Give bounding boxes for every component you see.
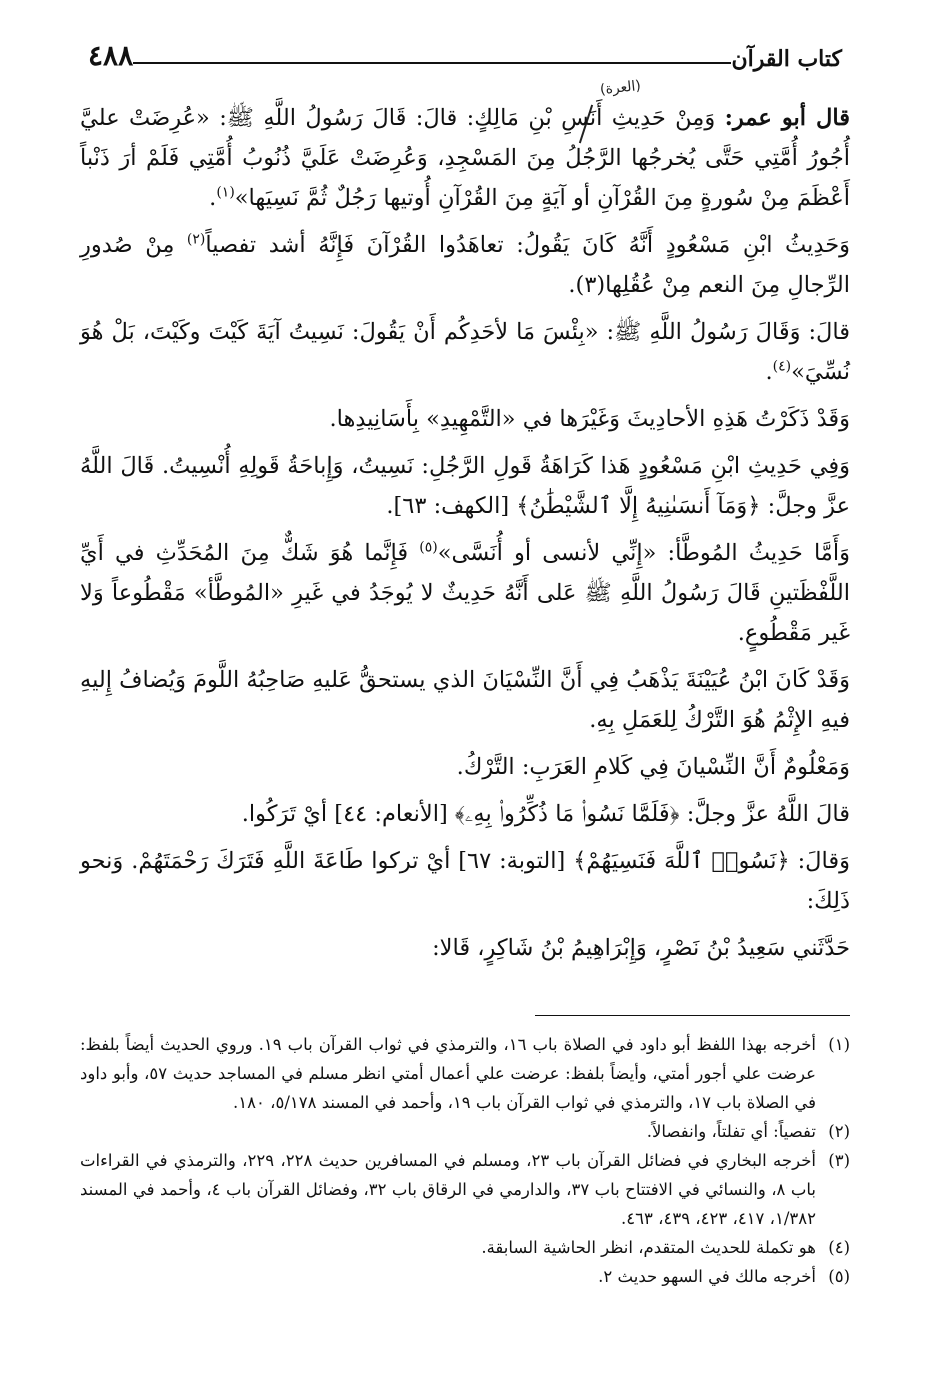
running-title: كتاب القرآن	[731, 46, 842, 72]
paragraph-lead: قال أبو عمر:	[724, 105, 851, 131]
header-rule	[133, 62, 731, 64]
paragraph-text: وَمِنْ حَدِيثِ أَنَسِ بْنِ مَالِكٍ: قالَ: قَالَ رَسُولُ اللَّهِ ﷺ: «عُرِضَتْ عليَّ أُجُورُ أُمَّتِي حَتَّى يُخرجُها الرَّجُلُ مِنَ المَسْجِدِ، وَعُرِضَتْ عَلَيَّ ذُنُوبُ أُمَّتِي فَلَمْ أرَ ذَنْباً أَعْظَمَ مِنْ سُورةٍ مِنَ القُرْآنِ أو آيَةٍ مِنَ القُرْآنِ أُوتيها رَجُلٌ ثُمَّ نَسِيَها»	[80, 105, 850, 211]
paragraph	[80, 399, 850, 439]
footnote-number: (٢)	[828, 1122, 850, 1141]
handwritten-margin-note: (العرة)	[599, 77, 642, 99]
footnote	[80, 1117, 850, 1146]
paragraph-text: قالَ اللَّهُ عزَّ وجلَّ: ﴿فَلَمَّا نَسُوا۟ مَا ذُكِّرُوا۟ بِهِۦ﴾ [الأنعام: ٤٤] أيْ تَرَكُوا.	[241, 801, 850, 827]
paragraph-end: مِنْ صُدورِ الرِّجالِ مِنَ النعم مِنْ عُقُلِها(٣).	[80, 232, 850, 298]
paragraph-end: .	[765, 359, 773, 385]
paragraph	[80, 98, 850, 218]
paragraph	[80, 794, 850, 834]
paragraph-text: وَقالَ: ﴿نَسُوا۟ ٱللَّهَ فَنَسِيَهُمْ﴾ [التوبة: ٦٧] أيْ تركوا طَاعَةَ اللَّهِ فَتَرَكَ رَحْمَتَهُمْ. وَنحو ذَلِكَ:	[80, 848, 850, 914]
footnote-number: (١)	[828, 1035, 850, 1054]
paragraph	[80, 446, 850, 526]
page-number: ٤٨٨	[88, 39, 134, 72]
footnote-text: أخرجه البخاري في فضائل القرآن باب ٢٣، ومسلم في المسافرين حديث ٢٢٨، ٢٢٩، والترمذي في القراءات باب ٨، والنسائي في الافتتاح باب ٣٧، والدارمي في الرقاق باب ٣٢، وفضائل القرآن باب ٤، وأحمد في المسند ١/٣٨٢، ٤١٧، ٤٢٣، ٤٣٩، ٤٦٣.	[80, 1151, 816, 1228]
page-header	[78, 28, 852, 70]
footnote-text: أخرجه مالك في السهو حديث ٢.	[598, 1267, 816, 1286]
paragraph-text: وَحَدِيثُ ابْنِ مَسْعُودٍ أَنَّهُ كَانَ يَقُولُ: تعاهَدُوا القُرْآنَ فَإِنَّهُ أشد تفصياً	[205, 232, 850, 258]
footnote-text: تفصياً: أي تفلتاً، وانفصالاً.	[646, 1122, 816, 1141]
paragraph	[80, 225, 850, 305]
paragraph	[80, 533, 850, 653]
footnote-reference: (٥)	[419, 539, 438, 556]
paragraph	[80, 928, 850, 968]
paragraph	[80, 660, 850, 740]
footnote	[80, 1030, 850, 1117]
paragraph	[80, 841, 850, 921]
paragraph-text: وَقَدْ كَانَ ابْنُ عُيَيْنَةَ يَذْهَبُ فِي أَنَّ النِّسْيَانَ الذي يستحقُّ عَليهِ صَاحِبُهُ اللَّومَ وَيُضافُ إِليهِ فيهِ الإِثْمُ هُوَ التَّرْكُ لِلعَمَلِ بِهِ.	[80, 667, 850, 733]
paragraph-text: وَفِي حَدِيثِ ابْنِ مَسْعُودٍ هَذا كَرَاهَةُ قَولِ الرَّجُلِ: نَسِيتُ، وَإِباحَةُ قَولِهِ أُنْسِيتُ. قَالَ اللَّهُ عزَّ وجلَّ: ﴿وَمَآ أَنسَىٰنِيهُ إِلَّا ٱلشَّيْطَٰنُ﴾ [الكهف: ٦٣].	[80, 453, 850, 519]
footnote	[80, 1233, 850, 1262]
paragraph-end: .	[209, 185, 217, 211]
footnote	[80, 1262, 850, 1291]
footnote-number: (٥)	[828, 1267, 850, 1286]
paragraph-text: وَمَعْلُومٌ أَنَّ النِّسْيانَ فِي كَلامِ العَرَبِ: التَّرْكُ.	[456, 754, 850, 780]
paragraph-text: قالَ: وَقَالَ رَسُولُ اللَّهِ ﷺ: «بِئْسَ مَا لأحَدِكُم أَنْ يَقُولَ: نَسِيتُ آيَةَ كَيْتَ وكَيْتَ، بَلْ هُوَ نُسِّيَ»	[80, 319, 850, 385]
footnote-number: (٣)	[828, 1151, 850, 1170]
paragraph-text: وَقَدْ ذَكَرْتُ هَذِهِ الأحادِيثَ وَغَيْرَها في «التَّمْهِيدِ» بِأَسَانِيدِها.	[329, 406, 850, 432]
paragraph-end: فَإِنَّما هُوَ شَكٌّ مِنَ المُحَدِّثِ في أَيِّ اللَّفْظَتينِ قَالَ رَسُولُ اللَّهِ ﷺ عَلى أَنَّهُ حَدِيثٌ لا يُوجَدُ في غَيرِ «المُوطَّأ» مَقْطُوعاً وَلا غَير مَقْطُوعٍ.	[80, 540, 850, 646]
footnote-text: أخرجه بهذا اللفظ أبو داود في الصلاة باب ١٦، والترمذي في ثواب القرآن باب ١٩. وروي الحديث أيضاً بلفظ: عرضت علي أجور أمتي، وأيضاً بلفظ: عرضت علي أعمال أمتي انظر مسلم في المساجد حديث ٥٧، وأبو داود في الصلاة باب ١٧، والترمذي في ثواب القرآن باب ١٩، وأحمد في المسند ٥/١٧٨، ١٨٠.	[80, 1035, 817, 1112]
paragraph	[80, 312, 850, 392]
footnote-number: (٤)	[828, 1238, 850, 1257]
main-text	[80, 98, 850, 975]
footnotes	[80, 1030, 850, 1291]
footnote	[80, 1146, 850, 1233]
paragraph-text: حَدَّثَني سَعِيدُ بْنُ نَصْرٍ، وَإِبْرَاهِيمُ بْنُ شَاكِرٍ، قَالا:	[432, 935, 850, 961]
footnote-reference: (٢)	[186, 231, 206, 248]
footnote-divider	[535, 1015, 850, 1016]
paragraph-text: وَأَمَّا حَدِيثُ المُوطَّأ: «إِنِّي لأنسى أو أُنَسَّى»	[437, 540, 850, 566]
footnote-reference: (٤)	[772, 358, 792, 375]
footnote-reference: (١)	[216, 184, 235, 201]
footnote-text: هو تكملة للحديث المتقدم، انظر الحاشية السابقة.	[481, 1238, 816, 1257]
paragraph	[80, 747, 850, 787]
